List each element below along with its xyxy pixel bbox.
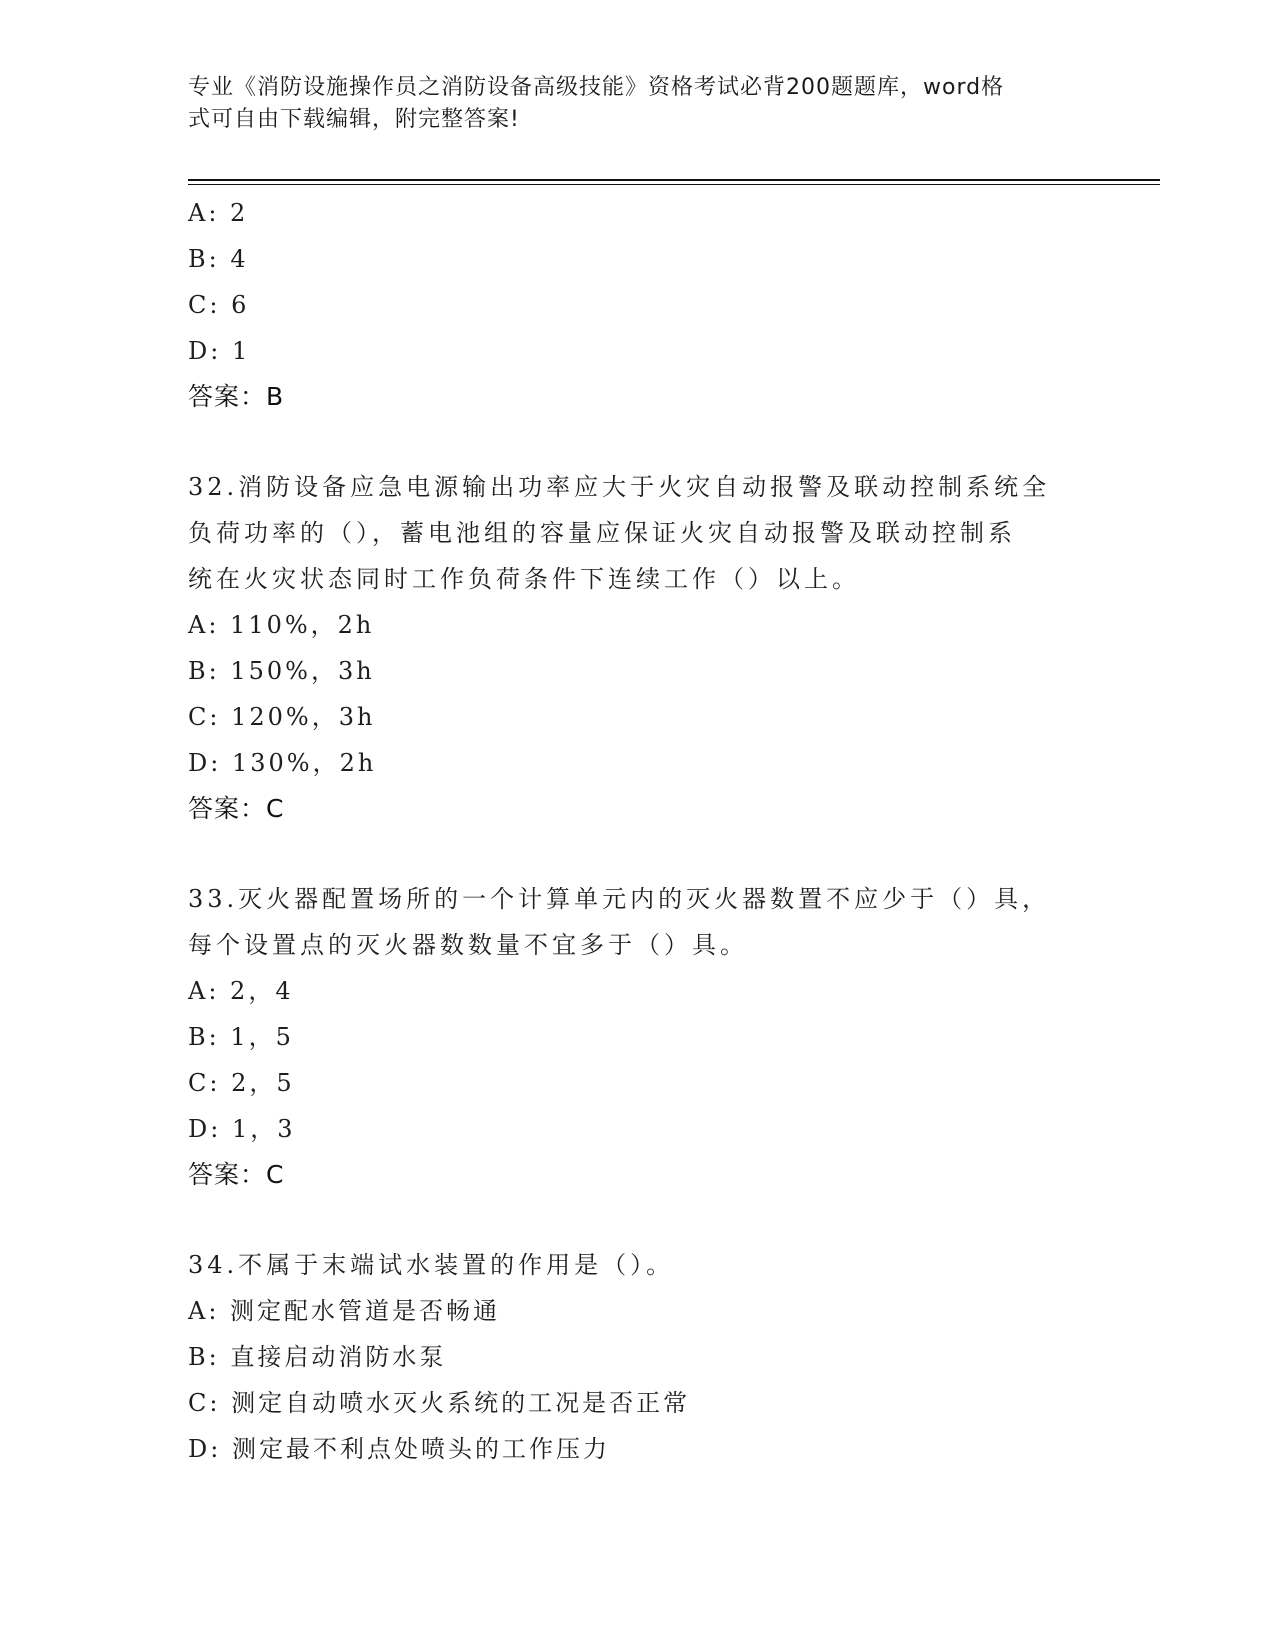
header-line-2: 式可自由下载编辑，附完整答案! [188,107,520,132]
option-b: B: 4 [188,245,249,273]
question-34 [188,1242,1088,1472]
option-d: D: 130%，2h [188,749,377,777]
option-b: B: 150%，3h [188,657,375,685]
question-text [188,876,1088,968]
question-33 [188,876,1088,1198]
option-b: B: 1，5 [188,1023,294,1051]
question-text-line: 统在火灾状态同时工作负荷条件下连续工作（）以上。 [188,565,860,593]
option-a: A: 2，4 [188,977,294,1005]
option-a: A: 2 [188,199,249,227]
question-text [188,1242,1088,1288]
answer-line: 答案：B [188,382,285,411]
question-text-line: 34.不属于末端试水装置的作用是（）。 [188,1251,675,1279]
option-a: A: 110%，2h [188,611,375,639]
header-line-1: 专业《消防设施操作员之消防设备高级技能》资格考试必背200题题库，word格 [188,75,1005,100]
question-list [188,190,1088,1472]
question-text [188,464,1088,602]
header-rule-thin [188,184,1160,185]
question-text-line: 每个设置点的灭火器数数量不宜多于（）具。 [188,931,748,959]
option-c: C: 测定自动喷水灭火系统的工况是否正常 [188,1389,691,1417]
option-b: B: 直接启动消防水泵 [188,1343,447,1371]
answer-line: 答案：C [188,1160,285,1189]
previous-question-tail [188,190,1088,420]
header-rule-thick [188,179,1160,181]
option-a: A: 测定配水管道是否畅通 [188,1297,501,1325]
question-text-line: 33.灭火器配置场所的一个计算单元内的灭火器数置不应少于（）具， [188,885,1051,913]
document-header [188,72,1068,136]
answer-line: 答案：C [188,794,285,823]
question-text-line: 负荷功率的（），蓄电池组的容量应保证火灾自动报警及联动控制系 [188,519,1016,547]
option-d: D: 测定最不利点处喷头的工作压力 [188,1435,610,1463]
question-text-line: 32.消防设备应急电源输出功率应大于火灾自动报警及联动控制系统全 [188,473,1051,501]
option-c: C: 6 [188,291,250,319]
option-d: D: 1 [188,337,251,365]
option-c: C: 2，5 [188,1069,295,1097]
option-d: D: 1，3 [188,1115,296,1143]
question-32 [188,464,1088,832]
option-c: C: 120%，3h [188,703,376,731]
